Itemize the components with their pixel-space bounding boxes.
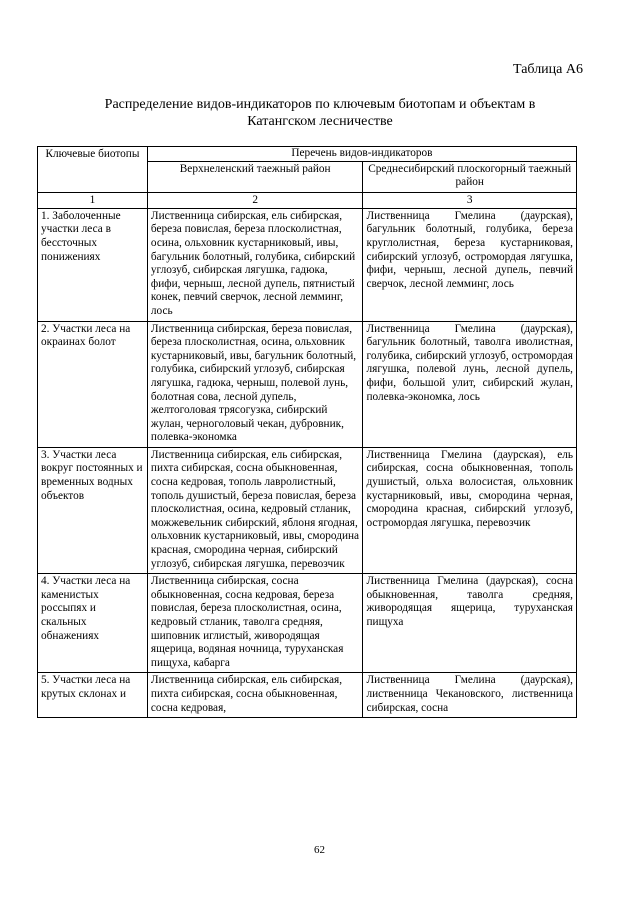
srednesibirsky-cell: Лиственница Гмелина (даурская), багульник болотный, голубика, береза круглолистная, береза кустарниковая, сибирский углозуб, остромордая лягушка, фифи, черныш, лесной дупель, певчий сверчок, лесной лемминг, лось bbox=[363, 208, 577, 321]
table-row bbox=[38, 208, 577, 321]
document-title bbox=[60, 96, 580, 130]
biotope-cell: 3. Участки леса вокруг постоянных и временных водных объектов bbox=[38, 447, 148, 573]
srednesibirsky-cell: Лиственница Гмелина (даурская), багульник болотный, таволга иволистная, голубика, сибирский углозуб, остромордая лягушка, полевой лунь, лесной дупель, фифи, большой улит, сибирский жулан, полевка-экономка, лось bbox=[363, 321, 577, 447]
title-line-1: Распределение видов-индикаторов по ключевым биотопам и объектам в bbox=[104, 97, 536, 112]
srednesibirsky-cell: Лиственница Гмелина (даурская), сосна обыкновенная, таволга средняя, живородящая ящерица, туруханская пищуха bbox=[363, 574, 577, 673]
verkhnelensky-cell: Лиственница сибирская, ель сибирская, пихта сибирская, сосна обыкновенная, сосна кедровая, bbox=[147, 673, 363, 718]
table-label: Таблица А6 bbox=[513, 62, 583, 77]
verkhnelensky-cell: Лиственница сибирская, береза повислая, береза плосколистная, осина, ольховник кустарниковый, ивы, багульник болотный, голубика, сибирский углозуб, сибирская лягушка, гадюка, черныш, полевой лунь, болотная сова, лесной дупель, желтоголовая трясогузка, сибирский жулан, черноголовый чекан, дубровник, полевка-экономка bbox=[147, 321, 363, 447]
column-number-2: 2 bbox=[147, 192, 363, 208]
biotope-cell: 4. Участки леса на каменистых россыпях и скальных обнажениях bbox=[38, 574, 148, 673]
table-row bbox=[38, 321, 577, 447]
column-number-3: 3 bbox=[363, 192, 577, 208]
srednesibirsky-cell: Лиственница Гмелина (даурская), ель сибирская, сосна обыкновенная, тополь душистый, ольха волосистая, ольховник кустарниковый, ивы, смородина черная, смородина красная, сибирский углозуб, остромордая лягушка, перевозчик bbox=[363, 447, 577, 573]
header-indicator-list: Перечень видов-индикаторов bbox=[147, 147, 576, 162]
table-row bbox=[38, 447, 577, 573]
table-row bbox=[38, 673, 577, 718]
table-row bbox=[38, 574, 577, 673]
verkhnelensky-cell: Лиственница сибирская, ель сибирская, пихта сибирская, сосна обыкновенная, сосна кедровая, тополь лавролистный, тополь душистый, береза повислая, береза плосколистная, осина, кедровый стланик, можжевельник сибирский, яблоня ягодная, ольховник кустарниковый, ивы, смородина красная, смородина черная, сибирский углозуб, сибирская лягушка, перевозчик bbox=[147, 447, 363, 573]
header-row-1 bbox=[38, 147, 577, 162]
biotope-cell: 5. Участки леса на крутых склонах и bbox=[38, 673, 148, 718]
header-verkhnelensky: Верхнеленский таежный район bbox=[147, 161, 363, 192]
page-number: 62 bbox=[314, 844, 325, 856]
title-line-2: Катангском лесничестве bbox=[247, 114, 393, 129]
verkhnelensky-cell: Лиственница сибирская, ель сибирская, береза повислая, береза плосколистная, осина, ольховник кустарниковый, ивы, багульник болотный, голубика, сибирский углозуб, сибирская лягушка, гадюка, фифи, черныш, лесной дупель, пятнистый конек, певчий сверчок, лесной лемминг, лось bbox=[147, 208, 363, 321]
biotope-cell: 2. Участки леса на окраинах болот bbox=[38, 321, 148, 447]
column-number-1: 1 bbox=[38, 192, 148, 208]
verkhnelensky-cell: Лиственница сибирская, сосна обыкновенная, сосна кедровая, береза повислая, береза плосколистная, осина, кедровый стланик, таволга средняя, шиповник иглистый, живородящая ящерица, водяная ночница, туруханская пищуха, кабарга bbox=[147, 574, 363, 673]
biotope-cell: 1. Заболоченные участки леса в бессточных понижениях bbox=[38, 208, 148, 321]
column-number-row bbox=[38, 192, 577, 208]
species-indicator-table bbox=[37, 146, 577, 718]
header-srednesibirsky: Среднесибирский плоскогорный таежный район bbox=[363, 161, 577, 192]
srednesibirsky-cell: Лиственница Гмелина (даурская), лиственница Чекановского, лиственница сибирская, сосна bbox=[363, 673, 577, 718]
header-biotopes: Ключевые биотопы bbox=[38, 147, 148, 193]
